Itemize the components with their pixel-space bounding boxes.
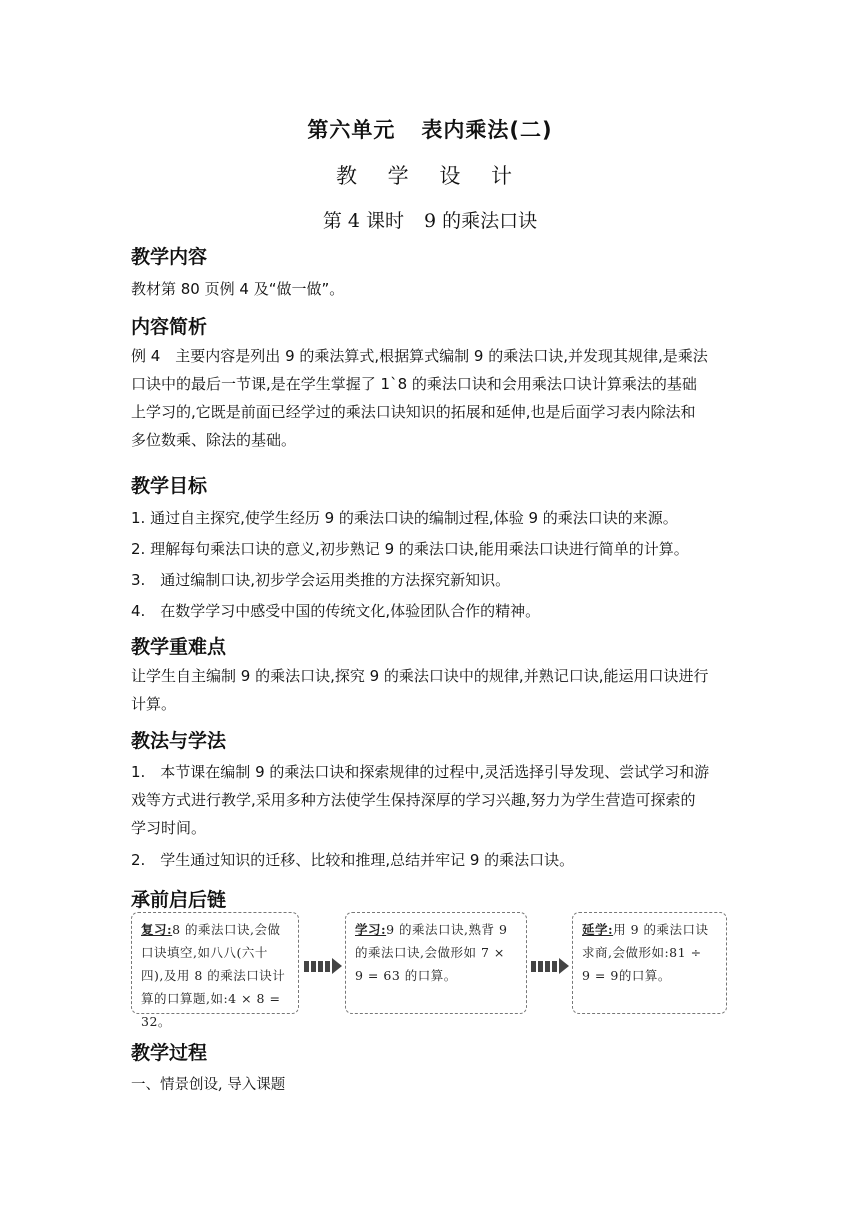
goals-heading: 教学目标 (131, 475, 208, 497)
arrow-icon (531, 958, 569, 974)
extend-label: 延学: (582, 922, 614, 937)
lesson-number: 第 4 课时 (322, 210, 405, 232)
analysis-line: 上学习的,它既是前面已经学过的乘法口诀知识的拓展和延伸,也是后面学习表内除法和 (131, 403, 696, 421)
study-line: 9 = 63 的口算。 (355, 968, 457, 983)
design-title: 教 学 设 计 (335, 164, 525, 188)
unit-topic: 表内乘法(二) (421, 118, 553, 142)
goal-item: 4. 在数学学习中感受中国的传统文化,体验团队合作的精神。 (131, 602, 541, 620)
study-line: 9 的乘法口诀,熟背 9 (386, 922, 508, 937)
extend-box (572, 912, 727, 1014)
methods-heading: 教法与学法 (131, 730, 227, 752)
review-label: 复习: (141, 922, 173, 937)
study-label: 学习: (355, 922, 387, 937)
extend-line: 求商,会做形如:81 ÷ (582, 945, 702, 960)
review-line: 8 的乘法口诀,会做 (172, 922, 281, 937)
lesson-title (0, 206, 860, 233)
review-line: 四),及用 8 的乘法口诀计 (141, 968, 286, 983)
keypoints-line: 让学生自主编制 9 的乘法口诀,探究 9 的乘法口诀中的规律,并熟记口诀,能运用口诀进行 (131, 667, 709, 685)
methods-paragraph (131, 758, 731, 874)
keypoints-paragraph (131, 662, 731, 718)
analysis-heading: 内容简析 (131, 316, 208, 338)
goals-list (131, 503, 731, 627)
keypoints-heading: 教学重难点 (131, 636, 227, 658)
study-line: 的乘法口诀,会做形如 7 × (355, 945, 505, 960)
unit-title (0, 114, 860, 144)
chain-heading: 承前启后链 (131, 889, 227, 911)
review-box (131, 912, 299, 1029)
unit-label: 第六单元 (307, 118, 396, 142)
study-box (345, 912, 527, 1014)
goal-item: 3. 通过编制口诀,初步学会运用类推的方法探究新知识。 (131, 571, 511, 589)
methods-line: 学习时间。 (131, 819, 207, 837)
methods-line: 2. 学生通过知识的迁移、比较和推理,总结并牢记 9 的乘法口诀。 (131, 851, 575, 869)
analysis-line: 多位数乘、除法的基础。 (131, 431, 297, 449)
extend-line: 用 9 的乘法口诀 (613, 922, 709, 937)
content-text: 教材第 80 页例 4 及“做一做”。 (131, 280, 345, 298)
methods-line: 1. 本节课在编制 9 的乘法口诀和探索规律的过程中,灵活选择引导发现、尝试学习和游 (131, 763, 710, 781)
arrow-icon (304, 958, 342, 974)
process-section-title: 一、情景创设, 导入课题 (131, 1077, 286, 1093)
analysis-line: 例 4 主要内容是列出 9 的乘法算式,根据算式编制 9 的乘法口诀,并发现其规律,是乘法 (131, 347, 708, 365)
extend-line: 9 = 9的口算。 (582, 968, 671, 983)
content-heading: 教学内容 (131, 246, 208, 268)
goal-item: 1. 通过自主探究,使学生经历 9 的乘法口诀的编制过程,体验 9 的乘法口诀的来源。 (131, 509, 678, 527)
methods-line: 戏等方式进行教学,采用多种方法使学生保持深厚的学习兴趣,努力为学生营造可探索的 (131, 791, 696, 809)
analysis-paragraph (131, 342, 731, 454)
review-line: 算的口算题,如:4 × 8 = 32。 (141, 991, 281, 1029)
keypoints-line: 计算。 (131, 695, 177, 713)
review-line: 口诀填空,如八八(六十 (141, 945, 268, 960)
lesson-topic: 9 的乘法口诀 (424, 210, 538, 232)
goal-item: 2. 理解每句乘法口诀的意义,初步熟记 9 的乘法口诀,能用乘法口诀进行简单的计算。 (131, 540, 689, 558)
process-heading: 教学过程 (131, 1042, 208, 1064)
analysis-line: 口诀中的最后一节课,是在学生掌握了 1`8 的乘法口诀和会用乘法口诀计算乘法的基础 (131, 375, 697, 393)
